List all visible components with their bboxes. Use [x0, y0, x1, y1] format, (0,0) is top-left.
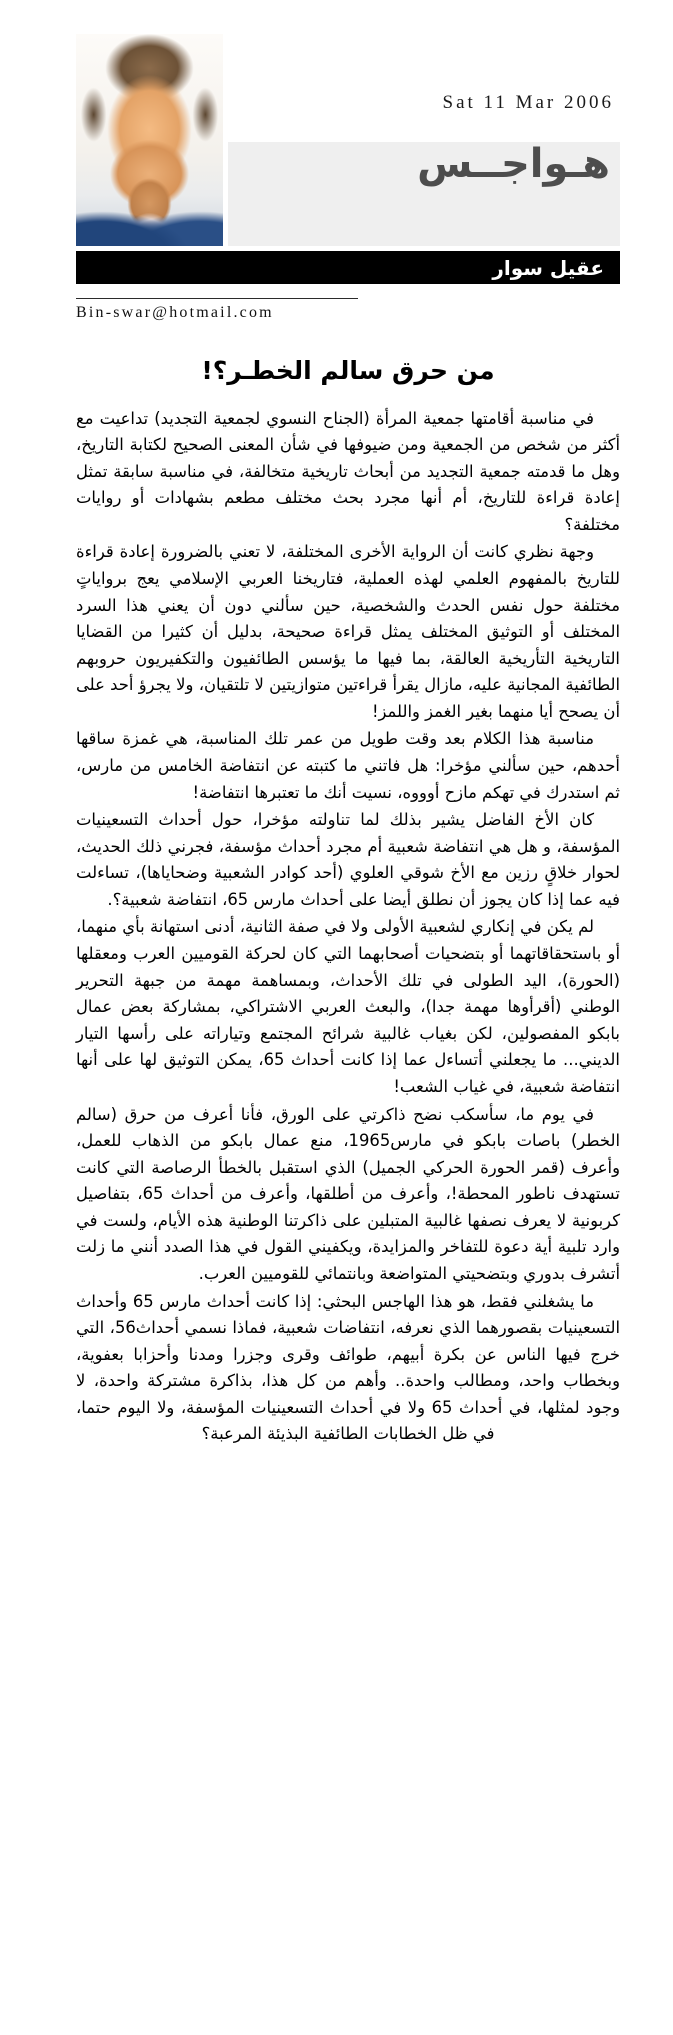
- issue-date: Sat 11 Mar 2006: [442, 92, 614, 113]
- masthead: [0, 0, 673, 312]
- article-body: [76, 406, 620, 1449]
- column-title: هـواجــس: [417, 141, 610, 187]
- masthead-right: [228, 34, 620, 246]
- author-contact: [76, 298, 358, 322]
- email-divider: [76, 298, 358, 299]
- article: [76, 355, 620, 1449]
- article-headline: من حرق سالم الخطـر؟!: [201, 356, 495, 385]
- article-paragraph: في يوم ما، سأسكب نضح ذاكرتي على الورق، فأنا أعرف من حرق (سالم الخطر) باصات بابكو في مارس1965، منع عمال بابكو من الذهاب للعمل، وأعرف (قمر الحورة الحركي الجميل) الذي استقبل بالخطأ الرصاصة التي كانت تستهدف ناطور المحطة!، وأعرف من أطلقها، وأعرف من أحداث 65، بتفاصيل كربونية لا يعرف نصفها غالبية المتبلين على ذاكرتنا الوطنية هذه الأيام، ولست في وارد تلبية أية دعوة للتفاخر والمزايدة، ويكفيني القول في هذا الصدد أنني ما زلت أتشرف بدوري وبتضحيتي المتواضعة وبانتمائي للقوميين العرب.: [76, 1104, 620, 1283]
- author-email[interactable]: Bin-swar@hotmail.com: [76, 304, 274, 321]
- article-paragraph: وجهة نظري كانت أن الرواية الأخرى المختلفة، لا تعني بالضرورة إعادة قراءة للتاريخ بالمفهوم العلمي لهذه العملية، فتاريخنا العربي الإسلامي يعج برواياتٍ مختلفة حول نفس الحدث والشخصية، حين سألني دون أن يعني هذا السرد المختلف أو التوثيق المختلف يمثل قراءة صحيحة، بدليل أن كثيرا من القضايا التاريخية التأريخية العالقة، بما فيها ما يؤسس الطائفيون والتكفيريون حروبهم الطائفية المجانية عليه، مازال يقرأ قراءتين متوازيتين لا تلتقيان، ولا يجرؤ أحد على أن يصحح أيا منهما بغير الغمز واللمز!: [76, 542, 620, 721]
- article-paragraph: ما يشغلني فقط، هو هذا الهاجس البحثي: إذا كانت أحداث مارس 65 وأحداث التسعينيات بقصورهما الذي نعرفه، انتفاضات شعبية، فماذا نسمي أحداث56، التي خرج فيها الناس عن بكرة أبيهم، طوائف وقرى وجزرا ومدنا وأحزابا بعفوية، وبخطاب واحد، ومطالب واحدة.. وأهم من كل هذا، بذاكرة مشتركة واحدة، لا وجود لمثلها، في أحداث 65 ولا في أحداث التسعينيات المؤسفة، ولا اليوم حتما، في ظل الخطابات الطائفية البذيئة المرعبة؟: [76, 1291, 620, 1444]
- article-paragraph: كان الأخ الفاضل يشير بذلك لما تناولته مؤخرا، حول أحداث التسعينيات المؤسفة، و هل هي انتفاضة شعبية أم مجرد أحداث مؤسفة، فجرني ذلك الحديث، لحوار خلاقٍ رزين مع الأخ شوقي العلوي (أحد كوادر الشعبية وضحاياها)، تساءلت فيه عما إذا كان يجوز أن نطلق أيضا على أحداث مارس 65، انتفاضة شعبية؟.: [76, 810, 620, 909]
- portrait-image: [76, 34, 223, 246]
- columnist-photo: [76, 34, 223, 246]
- article-paragraph: في مناسبة أقامتها جمعية المرأة (الجناح النسوي لجمعية التجديد) تداعيت مع أكثر من شخص من الجمعية ومن ضيوفها في شأن المعنى الصحيح لكتابة التاريخ، وهل ما قدمته جمعية التجديد من أبحاث تاريخية متخالفة، في مناسبة سابقة تمثل إعادة قراءة للتاريخ، أم أنها مجرد بحث مختلف مطعم بشهادات أو روايات مختلفة؟: [76, 408, 620, 534]
- article-paragraph: مناسبة هذا الكلام بعد وقت طويل من عمر تلك المناسبة، هي غمزة ساقها أحدهم، حين سألني مؤخرا: هل فاتني ما كتبته عن انتفاضة الخامس من مارس، ثم استدرك في تهكم مازح أوووه، نسيت أنك ما تعتبرها انتفاضة!: [76, 729, 620, 802]
- author-bar: [76, 251, 620, 284]
- author-name: عقيل سوار: [492, 255, 604, 280]
- article-paragraph: لم يكن في إنكاري لشعبية الأولى ولا في صفة الثانية، أدنى استهانة بأي منهما، أو باستحقاقاتهما أو بتضحيات أصحابهما التي كان لحركة القوميين العرب ومعقلها (الحورة)، اليد الطولى في تلك الأحداث، وبمساهمة مهمة من جبهة التحرير الوطني (أقرأوها مهمة جدا)، والبعث العربي الاشتراكي، بمشاركة بعض عمال بابكو المفصولين، لكن بغياب غالبية شرائح المجتمع وتياراته على رأسها التيار الديني... ما يجعلني أتساءل عما إذا كانت أحداث 65، يمكن التوثيق لها على أنها انتفاضة شعبية، في غياب الشعب!: [76, 917, 620, 1096]
